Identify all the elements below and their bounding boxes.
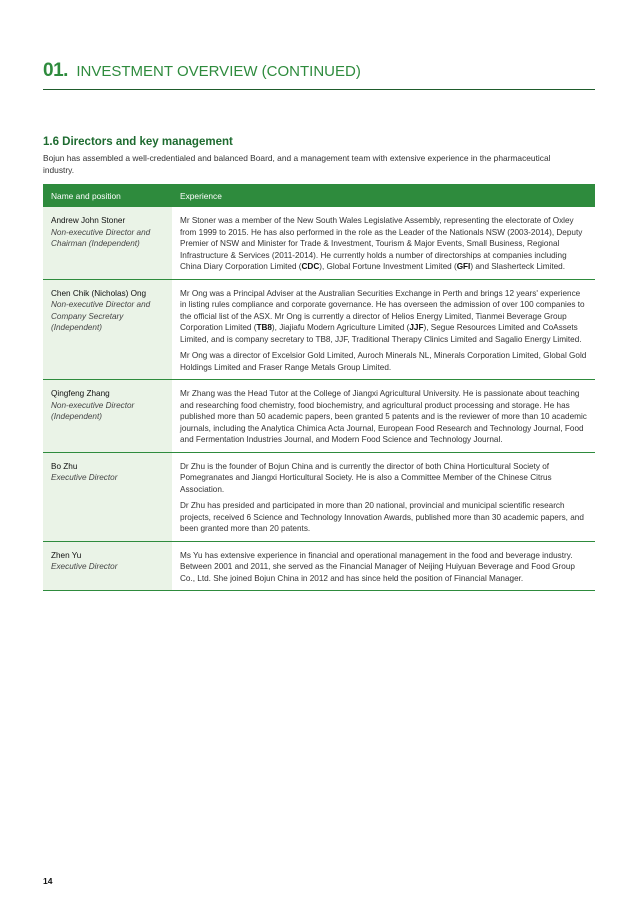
table-row bbox=[43, 380, 595, 453]
experience-cell bbox=[172, 541, 595, 591]
page-number: 14 bbox=[43, 876, 53, 886]
column-header-experience: Experience bbox=[172, 184, 595, 207]
director-role: Executive Director bbox=[51, 562, 118, 571]
director-role: Executive Director bbox=[51, 473, 118, 482]
director-name: Bo Zhu bbox=[51, 461, 78, 471]
experience-paragraph: Mr Ong was a Principal Adviser at the Australian Securities Exchange in Perth and brings 12 years' experience in listing rules compliance and corporate governance. He has overseen the admission of over 100 companies to the official list of the ASX. Mr Ong is currently a director of Helios Energy Limited, Tianmei Beverage Group Corporation Limited (TB8), Jiajiafu Modern Agriculture Limited (JJF), Segue Resources Limited and CoAssets Limited, and is company secretary to TB8, JJF, Traditional Therapy Clinics Limited and Sagalio Energy Limited. bbox=[180, 288, 585, 344]
experience-paragraph: Dr Zhu is the founder of Bojun China and is currently the director of both China Horticultural Society of Pomegranates and Jiangxi Horticultural Society. He is also a Committee Member of the Chinese Citrus Association. bbox=[180, 461, 552, 494]
column-header-name: Name and position bbox=[43, 184, 172, 207]
experience-cell bbox=[172, 207, 595, 279]
experience-paragraph: Mr Stoner was a member of the New South Wales Legislative Assembly, representing the electorate of Oxley from 1999 to 2015. He has also performed in the role as the Leader of the Nationals NSW (2003-2014), Deputy Premier of NSW and Minister for Trade & Investment, Tourism & Major Events, Small Business, Regional Infrastructure & Services (2011-2014). He currently holds a number of directorships at companies including China Diary Corporation Limited (CDC), Global Fortune Investment Limited (GFI) and Slasherteck Limited. bbox=[180, 216, 583, 271]
header-divider bbox=[43, 89, 595, 90]
experience-cell bbox=[172, 279, 595, 380]
director-name: Zhen Yu bbox=[51, 550, 82, 560]
table-row bbox=[43, 207, 595, 279]
name-cell bbox=[43, 207, 172, 279]
table-row bbox=[43, 541, 595, 591]
experience-cell bbox=[172, 380, 595, 453]
table-row bbox=[43, 452, 595, 541]
table-header-row bbox=[43, 184, 595, 207]
name-cell bbox=[43, 541, 172, 591]
director-name: Chen Chik (Nicholas) Ong bbox=[51, 288, 147, 298]
chapter-number: 01. bbox=[43, 60, 68, 81]
director-name: Andrew John Stoner bbox=[51, 216, 126, 225]
experience-paragraph: Mr Ong was a director of Excelsior Gold Limited, Auroch Minerals NL, Minerals Corporation Limited, Global Gold Holdings Limited and Fraser Range Metals Group Limited. bbox=[180, 351, 587, 372]
page-header bbox=[43, 60, 595, 82]
experience-cell bbox=[172, 452, 595, 541]
section-title: 1.6 Directors and key management bbox=[43, 136, 233, 148]
director-role: Non-executive Director (Independent) bbox=[51, 400, 135, 421]
section-intro: Bojun has assembled a well-credentialed and balanced Board, and a management team with extensive experience in the pharmaceutical industry. bbox=[43, 153, 551, 175]
director-role: Non-executive Director and Chairman (Independent) bbox=[51, 227, 151, 248]
table-row bbox=[43, 279, 595, 380]
name-cell bbox=[43, 452, 172, 541]
experience-paragraph: Dr Zhu has presided and participated in more than 20 national, provincial and municipal scientific research projects, received 6 Science and Technology Innovation Awards, published more than 30 academic papers, and been granted more than 20 patents. bbox=[180, 501, 584, 533]
name-cell bbox=[43, 380, 172, 453]
director-role: Non-executive Director and Company Secretary (Independent) bbox=[51, 300, 151, 332]
director-name: Qingfeng Zhang bbox=[51, 389, 110, 398]
chapter-title: INVESTMENT OVERVIEW (CONTINUED) bbox=[76, 63, 361, 80]
name-cell bbox=[43, 279, 172, 380]
experience-paragraph: Ms Yu has extensive experience in financial and operational management in the food and beverage industry. Between 2001 and 2011, she served as the Financial Manager of Neijing Huiyuan Beverage and Food Group Co., Ltd. She joined Bojun China in 2012 and has since held the position of Financial Manager. bbox=[180, 550, 575, 583]
experience-paragraph: Mr Zhang was the Head Tutor at the College of Jiangxi Agricultural University. He is passionate about teaching and researching food chemistry, food biochemistry, and agricultural product processing and storage. He has published more than 50 academic papers, been granted 5 patents and is the reviewer of more than 10 academic journals, including the Analytica Chimica Acta Journal, European Food Research and Technology Journal, Food and Fermentation Industries Journal, and Modern Food Science and Technology Journal. bbox=[180, 389, 587, 444]
directors-table bbox=[43, 184, 595, 591]
